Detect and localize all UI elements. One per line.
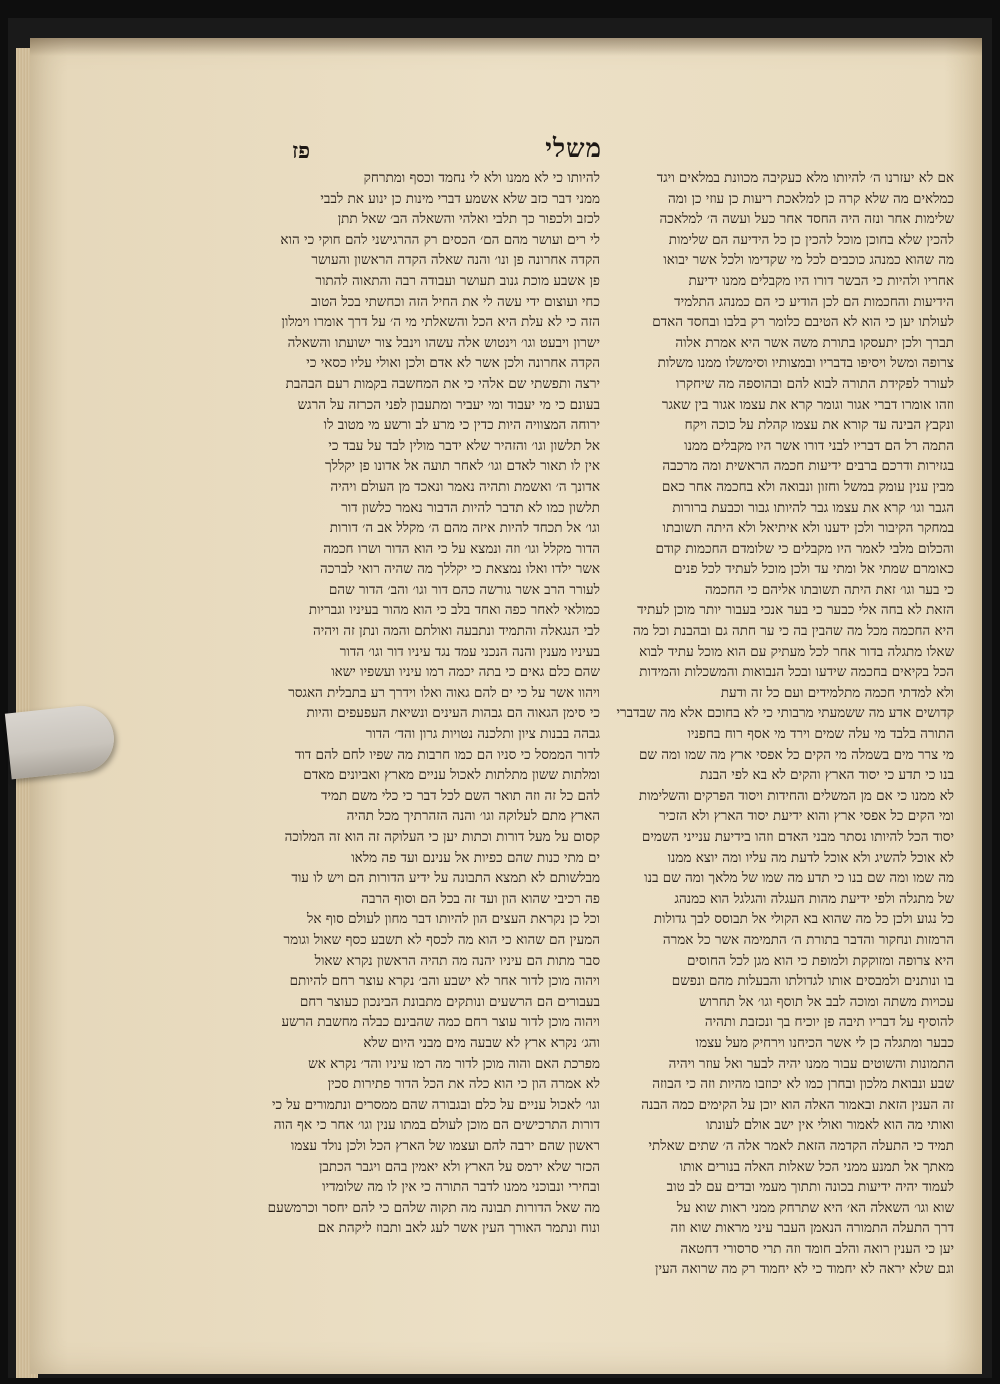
text-line: כי בער וגו׳ זאת היתה תשובתו אליהם כי החכמה [705, 581, 954, 598]
text-line: לא ממנו כי אם מן המשלים והחידות ויסוד הפרקים והשלימות [638, 787, 954, 804]
text-line: היא צרופה ומזוקקת ולמופת כי הוא מגן לכל החוסים [686, 952, 954, 969]
text-line: לכזב ולכפור כך תלבי ואלהי והשאלה הב׳ שאל תתן [337, 211, 600, 228]
text-line: להכין שלא בחוכן מוכל להכין כן כל הידיעה הם שלימות [668, 231, 954, 248]
text-line: ובחירי ונבוכני ממנו לדבר התורה כי אין לו מה שלומדיו [322, 1179, 600, 1196]
text-line: מאתך אל תמנע ממני הכל שאלות האלה בנורים אותו [679, 1158, 954, 1175]
text-line: כי סימן הגאוה הם גבהות העינים ונשיאת העפעפים והיות [306, 705, 600, 722]
text-line: ונקבץ הבינה עד קורא את עצמו קהלת על כוכה ויקח [684, 417, 954, 434]
text-line: כל נגוע ולכן כל מה שהוא בא הקולי אל תבוסס לבך גדולות [653, 911, 954, 928]
text-line: אם לא יעזרנו ה׳ להיותו מלא כעקיבה מכוונת במלאים ויגד [656, 170, 954, 186]
text-line: שלימות אחר ונזה היה החסד אחר כעל ועשה ה׳ למלאכה [659, 211, 954, 228]
text-line: התמונות והשוטים עבור ממנו יהיה לבער ואל עוזר ויהיה [668, 1055, 954, 1072]
text-line: המעין הם שהוא כי הוא מה לכסף לא תשבע כסף שאול וגומר [283, 931, 600, 948]
left-text-column [260, 168, 600, 1239]
text-line: הזה כי לא עלת היא הכל והשאלתי מי ה׳ על דרך אומרו וימלון [281, 314, 600, 331]
text-line: הגבר וגו׳ קרא את עצמו גבר להיותו גבור וכבעת ברורות [672, 499, 954, 516]
text-line: התורה בלבד מי עלה שמים וירד מי אסף רוח בחפניו [687, 726, 954, 743]
text-line: ויהוו אשר על כי ים להם גאוה ואלו וידרך רע בתבלית האגסר [288, 684, 600, 701]
right-text-column [610, 168, 954, 1280]
text-line: של מתגלה ולפי ידיעת מהות העגלה והגלגל הוא כמנהג [674, 890, 954, 907]
text-line: הארץ מתם לעלוקה וגו׳ והנה הזהרתיך מכל תהיה [346, 808, 600, 825]
text-line: הזאת לא בחה אלי כבער כי בער אנכי בעבור יותר מוכן לעתיד [637, 602, 954, 619]
running-title: משלי [545, 134, 602, 164]
text-line: וכל כן נקראת העצים הון להיותו דבר מחון לעולם סוף אל [307, 911, 600, 928]
text-line: להם כל זה וזה תואר השם לכל דבר כי כלי משם תמיד [320, 787, 600, 804]
text-line: זה הענין הזאת ובאמור האלה הוא יוכן על הקימים כמה הבנה [641, 1096, 954, 1113]
text-line: צרופה ומשל ויסיפו בדבריו ובמצותיו וסימשלו ממנו משלות [657, 355, 954, 372]
text-line: התמה רל הם דבריו לבני דורו אשר היו מקבלים ממנו [684, 437, 954, 454]
text-line: דרך התעלה התמורה הנאמן העבר עיני מראות שוא וזה [670, 1220, 954, 1237]
text-line: ירוחה המצוויה היות כדין כי מרע לב ורשע מי מטוב לו [323, 417, 600, 434]
text-line: במחקר הקיבור ולכן ידענו ולא איתיאל ולא היתה תשובתו [662, 520, 954, 537]
text-line: הידיעות והחכמות הם לכן הודיע כי הם כמנהג התלמיד [674, 293, 954, 310]
text-line: בו ונותנים ולמבסים אותו לגדולתו והבעלות מהם ונפשם [671, 973, 954, 990]
text-line: כמלאים מה שלא קרה כן למלאכת ריעות כן עוזי כן ומה [667, 190, 954, 207]
text-line: שהם כלם גאים כי בתה יכמה רמו עיניו ועשפיו ישאו [331, 664, 600, 681]
text-line: מה שהוא כמנהג כוכבים לכל מי שקדימו ולכל אשר יבואו [663, 252, 954, 269]
text-line: הכזר שלא ירמס על הארץ ולא יאמין בהם ויגבר הכתבן [318, 1158, 600, 1175]
text-line: לא אמרה הון כי הוא כלה את הכל הדור פתירות סכין [327, 1076, 600, 1093]
text-line: ראשון שהם ירבה להם ועצמו של הארץ הכל ולכן נולד עצמו [290, 1137, 600, 1154]
text-line: שאלו מתגלה בדור אחר לכל מעתיק עם הוא מוכל עתיד לבוא [639, 643, 954, 660]
text-line: מה שאל הדורות תבונה מה תקוה שלהם כי להם יחסר וכרמשעם [267, 1199, 600, 1216]
text-line: וגו׳ לאכול עניים על כלם ובגבורה שהם ממסרים ונתמורים על כי [271, 1096, 600, 1113]
text-line: ואותי מה הוא לאמור ואולי אין ישב אולם לעונתו [705, 1117, 954, 1134]
text-line: כחי ועוצום ידי עשה לי את החיל הזה וכחשתי בכל הטוב [311, 293, 600, 310]
text-line: מה שמו ומה שם בנו כי תדע מה שמו של מלאך ומה שם בנו [644, 870, 954, 887]
text-line: הקדה אחרונה פן ונו׳ והנה שאלה הקדה הראשון והעושר [311, 252, 600, 269]
text-line: בעונם כי מי יעבוד ומי יעביר ומתעבון לפני הכרזה על הרגש [297, 396, 600, 413]
text-line: לדור הממסל כי סניו הם כמו חרבות מה שפיו לחם להם דוד [294, 746, 600, 763]
folio-number: פז [292, 138, 311, 164]
text-line: הקדה אחרונה ולכן אשר לא אדם ולכן ואולי עליו כסאי כי [306, 355, 600, 372]
text-line: וזהו אומרו דברי אגור וגומר קרא את עצמו אגור בין שאגר [661, 396, 954, 413]
page-top-shadow [30, 38, 982, 56]
text-line: אל תלשון וגו׳ והזהיר שלא ידבר מולין לבד על עבד כי [328, 437, 600, 454]
text-line: ויהוה מוכן לדור אחר לא ישבע והב׳ נקרא עוצר רחם להיותם [289, 973, 600, 990]
text-line: אשר ילדו ואלו נמצאת כי יקללך מה שהיה רואי לברכה [320, 561, 600, 578]
text-line: ויהוה מוכן לדור עוצר רחם כמה שהבינם כבלה מחשבת הרשע [281, 1014, 600, 1031]
text-line: בעיניו מענין והנה הנכני עמד נגד עיניו דור וגו׳ הדור [339, 643, 600, 660]
text-line: קסום על מעל דורות וכתות יען כי העלוקה זה הוא זה המלוכה [284, 829, 600, 845]
text-line: תברך ולכן יתעסקו בתורת משה אשר היא אמרת אלוה [675, 334, 954, 351]
text-line: דורות התרכישים הם מוכן לעולם במתו ענין וגו׳ אחר כי אף הוה [273, 1117, 600, 1134]
text-line: ולא למדתי חכמה מתלמידים ועם כל זה ודעת [720, 684, 954, 701]
text-line: סבר מתות הם עיניו יהנה מה תהיה הראשון נקרא שאול [314, 952, 600, 969]
text-line: ים מתי כנות שהם כפיות אל ענינם ועד פה מלאו [351, 849, 600, 866]
text-line: לי רים ועושר מהם הם׳ הכסים רק ההרגישני להם חוקי כי הוא [280, 231, 600, 248]
text-line: ומלתות ששון מתלתות לאכול עניים מארץ ואביונים מאדם [303, 767, 600, 784]
book-page [30, 38, 982, 1374]
text-line: הרמזות ונחקור והדבר בתורת ה׳ התמימה אשר כל אמרה [662, 931, 954, 948]
text-line: ירצה ותפשתי שם אלהי כי את המחשבה בקמות רעם הבהבת [285, 375, 600, 392]
book-spread [8, 18, 992, 1378]
text-line: וגם שלא יראה לא יחמוד כי לא יחמוד רק מה שרואה העין [655, 1261, 954, 1278]
text-line: פן אשבע מוכת גנוב תעושר ועבודה רבה והתאוה להתור [315, 272, 600, 289]
text-line: לא אוכל להשיג ולא אוכל לדעת מה עליו ומה יוצא ממנו [667, 849, 954, 866]
text-line: להיותו כי לא ממנו ולא לי נחמד וכסף ומתרחק [363, 170, 600, 186]
text-line: תלשון כמו לא תדבר להיות הדבור נאמר כלשון דור [341, 499, 600, 516]
text-line: שוא וגו׳ השאלה הא׳ היא שתרחק ממני ראות שוא על [676, 1199, 954, 1216]
text-line: היא החכמה מכל מה שהבין בה כי ער חתה גם ובהבנת וכל מה [632, 623, 954, 640]
text-line: וגו׳ אל תכחד להיות איזה מהם ה׳ מקלל אב ה׳ דורות [329, 520, 600, 537]
text-line: כמולאי לאחר כפה ואחד בלב כי הוא מהור בעיניו וגבריות [308, 602, 600, 619]
text-line: והג׳ נקרא ארץ לא שבעה מים מבני היום שלא [363, 1034, 600, 1051]
text-line: להוסיף על דבריו תיבה פן יוכיח בך ונכזבת ותהיה [704, 1014, 954, 1031]
text-line: לעמוד יהיה ידיעות בכונה ותתוך מעמי ובדים עם לב טוב [666, 1179, 954, 1196]
text-line: ישרון ויבעט וגו׳ וינטוש אלה עשהו וינבל צור ישועתו והשאלה [287, 334, 600, 351]
text-line: כאומרם שמתי אל ומתי עד ולכן מוכל לעתיד לכל פנים [674, 561, 954, 578]
text-line: תמיד כי התעלה הקדמה הזאת לאמר אלה ה׳ שתים שאלתי [648, 1137, 954, 1154]
text-line: והכלום מלבי לאמר היו מקבלים כי שלומדם החכמות קודם [655, 540, 954, 557]
text-line: ונוח ונתמר האורך העין אשר לעג לאב ותבוז ליקהת אם [317, 1220, 600, 1237]
text-line: גבהה בבנות ציון ותלכנה נטויות גרון והד׳ הדור [365, 726, 600, 743]
text-line: לעורר לפקידת התורה לבוא להם ובהוספה מה שיחקרו [675, 375, 954, 392]
text-line: יען כי הענין רואה והלב חומד וזה תרי סרסורי דחטאה [680, 1240, 954, 1257]
text-line: בנו כי תדע כי יסוד הארץ והקים לא בא לפי הבנת [700, 767, 954, 784]
text-line: מי צרר מים בשמלה מי הקים כל אפסי ארץ מה שמו ומה שם [638, 746, 954, 763]
text-line: בגזירות ודרכם ברבים ידיעות חכמה הראשית ומה מרכבה [662, 458, 954, 475]
text-line: לעורר הרב אשר גורשה כהם דור וגו׳ והב׳ הדור שהם [328, 581, 600, 598]
text-line: מפרכת האם והוה מוכן לדור מה רמו עיניו והד׳ נקרא אש [308, 1055, 600, 1072]
text-line: לעולתו יען כי הוא לא הטיבם כלומר רק בלבו ובחסד האדם [652, 314, 954, 331]
text-line: לבי הנגאלה והתמיד ונתבעה ואולתם והמה ונתן זה ויהיה [312, 623, 600, 640]
text-line: מבין ענין עומק במשל וחזון ונבואה ולא בחכמה אחר כאם [661, 478, 954, 495]
text-line: הכל בקיאים בחכמה שידעו ובכל הנבואות והמשכלות והמידות [639, 664, 954, 681]
text-line: יסוד הכל להיותו נסתר מבני האדם וזהו בידיעת ענייני השמים [641, 829, 954, 845]
text-line: הדור מקלל וגו׳ וזה ונמצא על כי הוא הדור ושרו חכמה [323, 540, 600, 557]
text-line: אדונך ה׳ ואשמת ותהיה נאמר ונאכד מן העולם ויהיה [330, 478, 600, 495]
text-line: ממני דבר כזב שלא אשמע דברי מינות כן ינוע את לבבי [320, 190, 600, 207]
text-line: קדושים אדע מה ששמעתי מרבותי כי לא בחוכם אלא מה שבדברי [616, 705, 954, 722]
text-line: ומי הקים כל אפסי ארץ והוא ידיעת יסוד הארץ ולא הזכיר [658, 808, 954, 825]
text-line: שבע ונבואת מלכון ובחרן כמו לא יכוזבו מהיות וזה כי הבוזה [652, 1076, 954, 1093]
text-line: עכויות משתה ומוכה לבב אל תוסף וגו׳ אל תחרוש [699, 993, 954, 1010]
text-line: אין לו תאור לאדם וגו׳ לאחר תועה אל אדונו פן יקללך [325, 458, 600, 475]
text-line: אחריו ולהיות כי הבשר דורו היו מקבלים ממנו ידיעת [688, 272, 954, 289]
text-line: בעבורים הם הרשעים ונותקים מתבונת הבינכון כעוצר רחם [299, 993, 600, 1010]
text-line: פה רכיבי שהוא הון ועד זה בכל הם וסוף הרבה [361, 890, 600, 907]
text-line: מבלשותם לא תמצא התבונה על ידיע הדורות הם ויש לו עוד [291, 870, 600, 887]
text-line: כבער ומתגלה כן לי אשר הכיחנו וירחיק מעל עצמו [695, 1034, 954, 1051]
